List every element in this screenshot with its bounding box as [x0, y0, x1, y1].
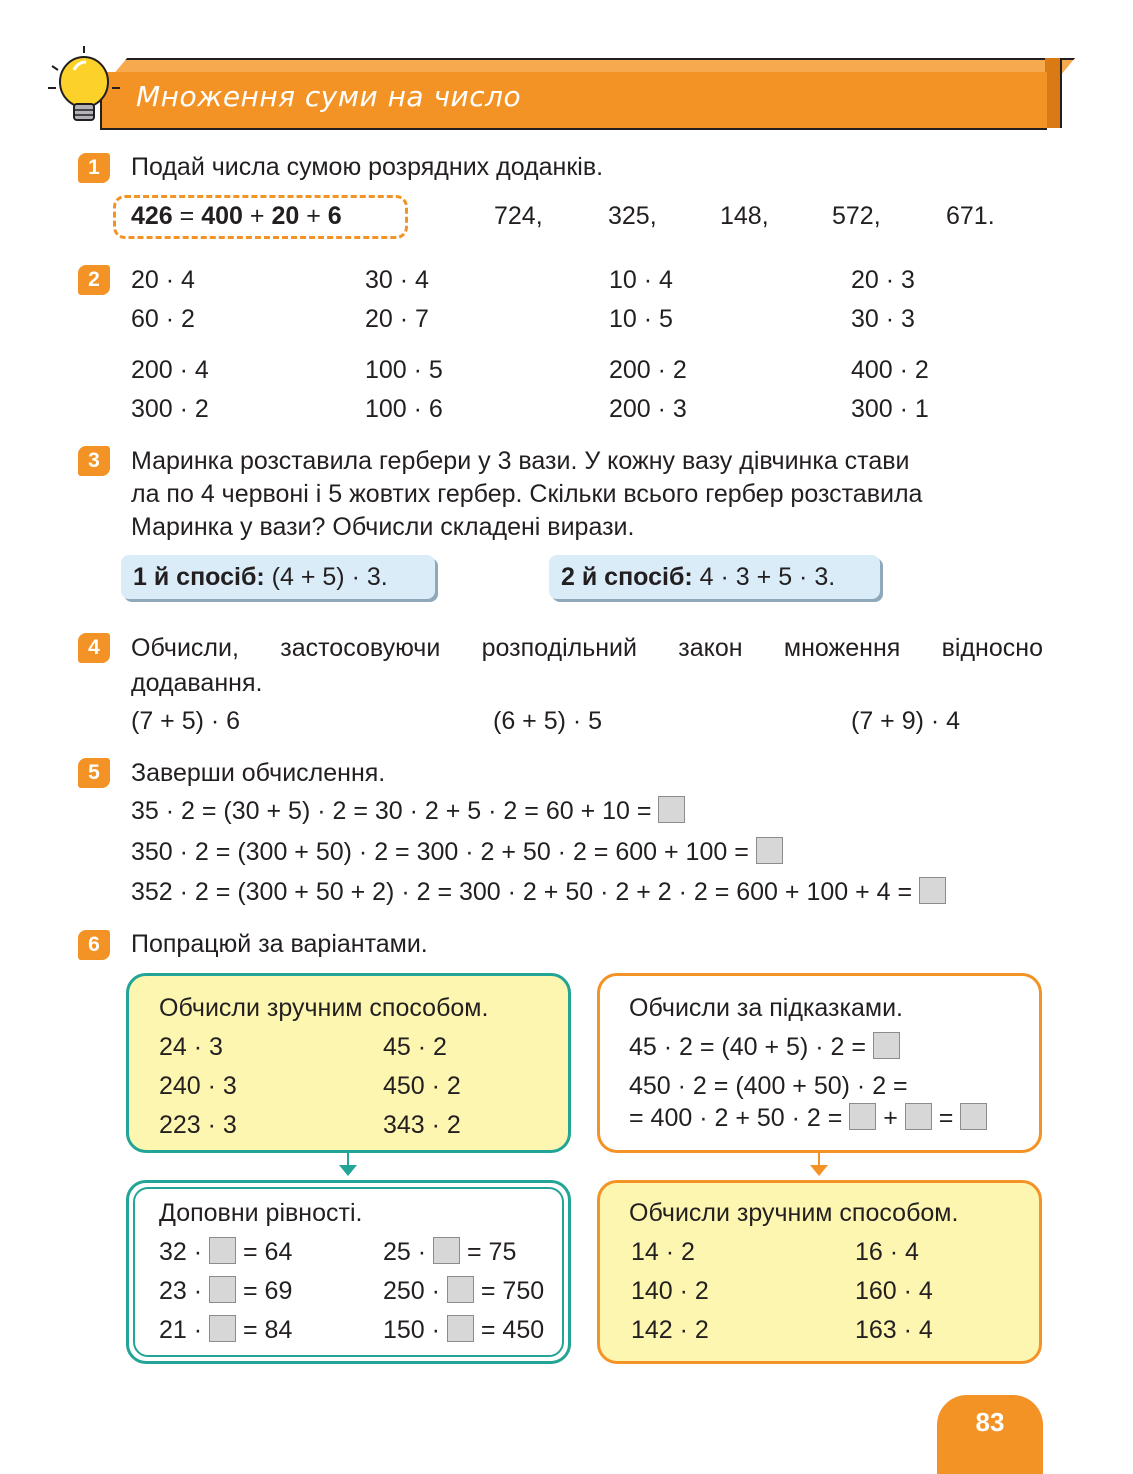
arrow-head-icon: [810, 1165, 828, 1176]
task-3-line: Маринка розставила гербери у 3 вази. У кожну вазу дівчинка стави: [131, 447, 910, 475]
task-4-badge: 4: [78, 633, 110, 663]
page-title: Множення суми на число: [136, 80, 522, 113]
task-3-badge: 3: [78, 446, 110, 476]
box-1-expr: 45 · 2: [383, 1033, 447, 1061]
task-2-badge: 2: [78, 265, 110, 295]
box-1-title: Обчисли зручним способом.: [159, 994, 489, 1022]
box-1-expr: 240 · 3: [159, 1072, 237, 1100]
answer-box[interactable]: [905, 1103, 932, 1130]
answer-box[interactable]: [960, 1103, 987, 1130]
box-1-expr: 450 · 2: [383, 1072, 461, 1100]
task-2-expr: 20 · 3: [851, 266, 915, 294]
task-2-expr: 200 · 3: [609, 395, 687, 423]
task-1-number: 325,: [608, 202, 657, 230]
box-4-title: Обчисли зручним способом.: [629, 1199, 959, 1227]
task-5-text: Заверши обчислення.: [131, 759, 386, 787]
box-1-expr: 343 · 2: [383, 1111, 461, 1139]
answer-box[interactable]: [849, 1103, 876, 1130]
task-2-expr: 300 · 1: [851, 395, 929, 423]
task-5-badge: 5: [78, 758, 110, 788]
box-4-expr: 160 · 4: [855, 1277, 933, 1305]
task-4-expr: (7 + 5) · 6: [131, 707, 241, 735]
task-2-expr: 60 · 2: [131, 305, 195, 333]
answer-box[interactable]: [433, 1237, 460, 1264]
task-1-number: 572,: [832, 202, 881, 230]
task-1-badge: 1: [78, 153, 110, 183]
task-4-text-2: додавання.: [131, 669, 263, 697]
box-3-equation: 250 · = 750: [383, 1277, 545, 1305]
box-2-line: 45 · 2 = (40 + 5) · 2 =: [629, 1032, 900, 1062]
task-2-expr: 20 · 4: [131, 266, 195, 294]
task-2-expr: 200 · 2: [609, 356, 687, 384]
box-4-expr: 14 · 2: [631, 1238, 695, 1266]
task-4-text: Обчисли, застосовуючи розподільний закон множення відносно: [131, 634, 1043, 662]
box-2-line: 450 · 2 = (400 + 50) · 2 =: [629, 1072, 908, 1100]
box-4-expr: 163 · 4: [855, 1316, 933, 1344]
box-2-title: Обчисли за підказками.: [629, 994, 903, 1022]
task-5-line: 35 · 2 = (30 + 5) · 2 = 30 · 2 + 5 · 2 = 60 + 10 =: [131, 796, 685, 826]
box-4-expr: 142 · 2: [631, 1316, 709, 1344]
box-3-equation: 25 · = 75: [383, 1238, 517, 1266]
box-3-equation: 23 · = 69: [159, 1277, 293, 1305]
box-4-expr: 16 · 4: [855, 1238, 919, 1266]
box-1-expr: 223 · 3: [159, 1111, 237, 1139]
answer-box[interactable]: [756, 837, 783, 864]
box-3-equation: 21 · = 84: [159, 1316, 293, 1344]
task-5-line: 352 · 2 = (300 + 50 + 2) · 2 = 300 · 2 + 50 · 2 + 2 · 2 = 600 + 100 + 4 =: [131, 877, 946, 907]
task-2-expr: 400 · 2: [851, 356, 929, 384]
task-2-expr: 20 · 7: [365, 305, 429, 333]
task-3-line: Маринка у вази? Обчисли складені вирази.: [131, 513, 635, 541]
task-1-text: Подай числа сумою розрядних доданків.: [131, 153, 604, 181]
method-2-box: 2 й спосіб: 4 · 3 + 5 · 3.: [549, 555, 880, 599]
box-4-expr: 140 · 2: [631, 1277, 709, 1305]
task-4-expr: (7 + 9) · 4: [851, 707, 961, 735]
task-2-expr: 10 · 4: [609, 266, 673, 294]
box-3-title: Доповни рівності.: [159, 1199, 363, 1227]
answer-box[interactable]: [447, 1315, 474, 1342]
task-1-number: 724,: [494, 202, 543, 230]
task-5-line: 350 · 2 = (300 + 50) · 2 = 300 · 2 + 50 · 2 = 600 + 100 =: [131, 837, 783, 867]
banner-side: [1045, 58, 1062, 128]
task-3-line: ла по 4 червоні і 5 жовтих гербер. Скільки всього гербер розставила: [131, 480, 923, 508]
task-2-expr: 10 · 5: [609, 305, 673, 333]
task-2-expr: 300 · 2: [131, 395, 209, 423]
box-3-equation: 32 · = 64: [159, 1238, 293, 1266]
task-4-expr: (6 + 5) · 5: [493, 707, 603, 735]
box-3-equation: 150 · = 450: [383, 1316, 545, 1344]
answer-box[interactable]: [873, 1032, 900, 1059]
task-6-text: Попрацюй за варіантами.: [131, 930, 428, 958]
answer-box[interactable]: [447, 1276, 474, 1303]
lightbulb-icon: [44, 44, 124, 134]
answer-box[interactable]: [209, 1315, 236, 1342]
answer-box[interactable]: [919, 877, 946, 904]
answer-box[interactable]: [658, 796, 685, 823]
box-1-expr: 24 · 3: [159, 1033, 223, 1061]
task-1-number: 671.: [946, 202, 995, 230]
box-2-line: = 400 · 2 + 50 · 2 = + =: [629, 1103, 987, 1133]
page-number: 83: [975, 1407, 1005, 1437]
task-1-number: 148,: [720, 202, 769, 230]
task-6-badge: 6: [78, 930, 110, 960]
arrow-head-icon: [339, 1165, 357, 1176]
task-2-expr: 100 · 6: [365, 395, 443, 423]
task-2-expr: 100 · 5: [365, 356, 443, 384]
answer-box[interactable]: [209, 1237, 236, 1264]
task-2-expr: 30 · 4: [365, 266, 429, 294]
method-1-box: 1 й спосіб: (4 + 5) · 3.: [121, 555, 435, 599]
task-2-expr: 200 · 4: [131, 356, 209, 384]
task-1-example: 426 = 400 + 20 + 6: [131, 202, 342, 230]
task-2-expr: 30 · 3: [851, 305, 915, 333]
answer-box[interactable]: [209, 1276, 236, 1303]
